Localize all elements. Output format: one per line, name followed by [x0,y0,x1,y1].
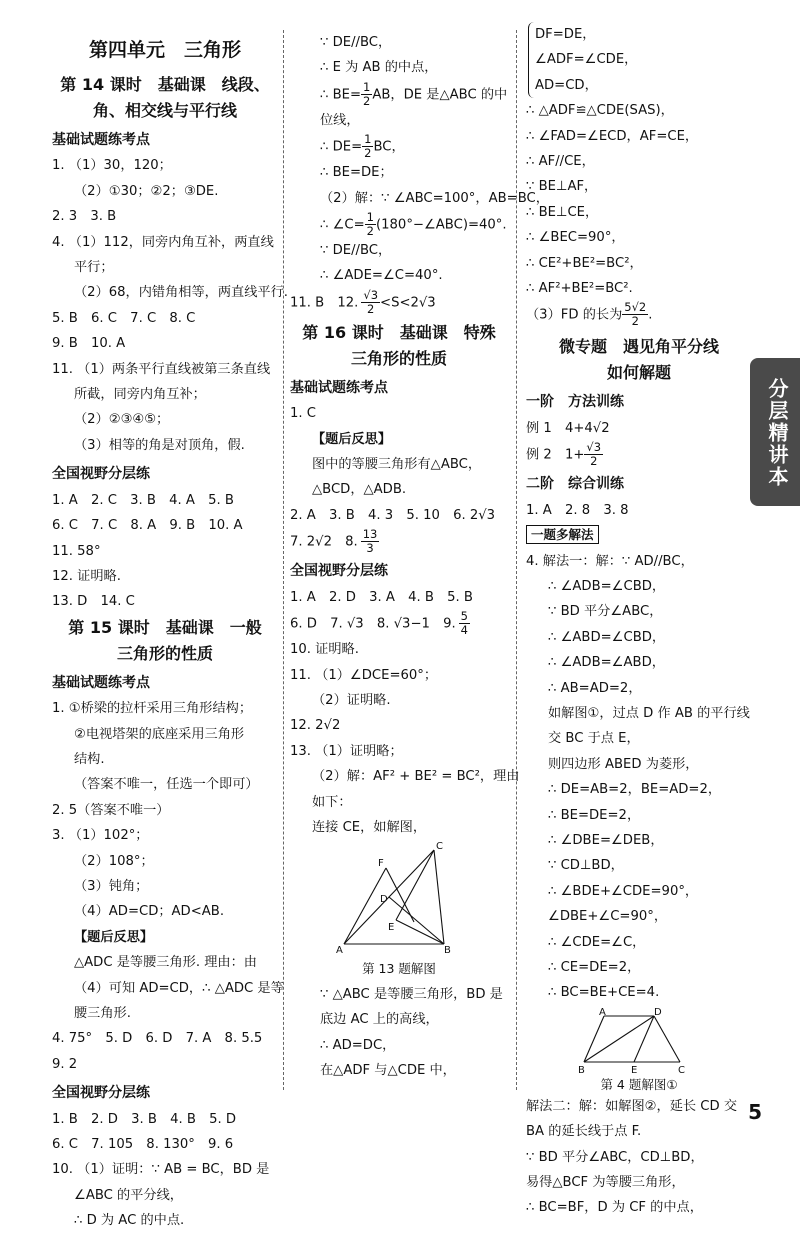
answer-line: 例 1 4+4√2 [526,420,610,436]
fraction [365,211,376,238]
lesson-15-title-cont: 三角形的性质 [116,643,213,663]
unit-title: 第四单元 三角形 [88,39,241,61]
answer-line: △BCD，△ADB. [312,482,407,498]
denominator: 2 [367,301,375,316]
micro-topic-title: 微专题 遇见角平分线 [558,337,719,357]
answer-line [290,133,508,160]
answer-line: ∴ BC=BF，D 为 CF 的中点， [526,1200,703,1216]
fig13-label-f: F [378,858,384,870]
answer-line: ∴ AF//CE， [526,154,595,170]
answer-line: 9. 2 [52,1056,78,1072]
text: . [648,307,653,323]
answer-line: （4）可知 AD=CD，∴ △ADC 是等 [74,980,284,996]
answer-line: DF=DE， [535,27,596,42]
answer-line: （2）解：∵ ∠ABC=100°，AB=BC， [320,190,549,206]
answer-line: ∴ ∠BEC=90°， [526,230,625,246]
fraction [584,441,603,468]
answer-line: ∴ ∠CDE=∠C， [548,934,646,950]
answer-line: 2. 3 3. B [52,209,117,225]
answer-line: 易得△BCF 为等腰三角形， [526,1175,685,1191]
fig4-label-c: C [678,1064,685,1074]
figure-13-caption: 第 13 题解图 [362,961,436,977]
section-heading: 基础试题练考点 [290,379,388,396]
answer-line: 【题后反思】 [312,431,392,447]
answer-line: 11. 58° [52,543,101,559]
denominator: 3 [366,541,374,556]
fig13-label-e: E [388,922,395,934]
answer-line: （2）68，内错角相等，两直线平行. [74,285,288,301]
answer-line: （2）①30；②2；③DE. [74,183,219,199]
answer-line: 4. 解法一：解：∵ AD//BC， [526,553,694,569]
numerator: 13 [362,527,378,542]
answer-line: 12. 证明略. [52,568,121,584]
text: AB，DE 是△ABC 的中 [372,87,508,103]
fig13-label-d: D [380,894,388,906]
fig4-label-e: E [631,1064,638,1074]
answer-line: ∴ AF²+BE²=BC². [526,281,633,297]
section-heading: 全国视野分层练 [52,466,150,483]
lesson-16-title: 第 16 课时 基础课 特殊 [302,322,496,342]
answer-line: （3）钝角； [74,878,149,894]
figure-13-diagram [334,842,464,954]
answer-line: 5. B 6. C 7. C 8. C [52,310,196,326]
answer-line: ∴ DE=AB=2，BE=AD=2， [548,782,722,798]
answer-column-1 [52,30,288,1234]
section-heading: 一阶 方法训练 [526,394,624,411]
answer-line: ∵ DE//BC， [320,243,392,259]
answer-line: 1. A 2. D 3. A 4. B 5. B [290,589,473,605]
text: 例 2 1+ [526,447,585,463]
text: ∴ BE= [320,87,362,103]
text: <S<2√3 [380,295,436,311]
answer-line: ∴ D 为 AC 的中点. [74,1213,185,1229]
answer-line: ∴ CE=DE=2， [548,960,641,975]
answer-line: 6. C 7. C 8. A 9. B 10. A [52,518,243,534]
answer-line: ∴ ∠FAD=∠ECD，AF=CE， [526,128,699,144]
fig4-label-a: A [599,1007,606,1018]
answer-line: ∴ ∠ADB=∠CBD， [548,578,666,594]
answer-line: AD=CD， [535,77,598,93]
micro-topic-title-cont: 如何解题 [606,363,671,383]
answer-line: 13. D 14. C [52,594,135,610]
answer-line: （2）②③④⑤； [74,412,170,428]
answer-line: 10. 证明略. [290,642,359,658]
answer-line [526,523,752,548]
answer-line [290,610,508,637]
answer-line: 在△ADF 与△CDE 中， [320,1062,456,1078]
answer-line: ∴ ∠ABD=∠CBD， [548,629,666,645]
answer-line: ∴ ∠ADB=∠ABD， [548,655,665,671]
fig4-label-b: B [578,1064,585,1074]
answer-line: ∴ CE²+BE²=BC²， [526,255,643,271]
answer-line: 2. A 3. B 4. 3 5. 10 6. 2√3 [290,507,496,523]
answer-line: ∵ DE//BC， [320,35,392,50]
answer-column-2 [290,30,549,1083]
answer-line: 4. （1）112，同旁内角互补，两直线 [52,234,274,250]
answer-line: 11. （1）两条平行直线被第三条直线 [52,361,271,377]
side-section-tab [750,358,800,506]
text: ∴ ∠C= [320,217,365,233]
answer-line: ∠DBE+∠C=90°， [548,909,668,925]
answer-line: ∴ ∠BDE+∠CDE=90°， [548,883,699,899]
answer-line: （2）解：AF² + BE² = BC²，理由 [312,769,520,785]
answer-line: ∴ AD=DC， [320,1037,396,1053]
multi-solution-tag: 一题多解法 [526,525,599,544]
answer-line: （2）108°； [74,853,154,869]
answer-line: 9. B 10. A [52,336,126,352]
fraction [362,133,373,160]
denominator: 2 [364,146,372,161]
answer-line: 【题后反思】 [74,929,154,945]
answer-line: △ADC 是等腰三角形. 理由：由 [74,955,257,971]
answer-line: 图中的等腰三角形有△ABC， [312,457,482,473]
answer-line: ∴ △ADF≌△CDE(SAS)， [526,103,674,119]
denominator: 2 [631,314,639,329]
answer-line: ∴ ∠ADE=∠C=40°. [320,268,443,284]
lesson-14-title: 第 14 课时 基础课 线段、 [60,75,270,94]
denominator: 2 [363,93,371,108]
answer-line: （4）AD=CD；AD<AB. [74,904,225,920]
side-tab-label: 分层精讲本 [765,378,789,488]
answer-line: ∠ADF=∠CDE， [535,52,638,68]
answer-line: ②电视塔架的底座采用三角形 [74,726,245,742]
section-heading: 基础试题练考点 [52,674,150,691]
answer-line: ∵ BD 平分∠ABC，CD⊥BD， [526,1149,704,1165]
numerator: 5√2 [624,300,647,315]
fraction [361,81,372,108]
answer-line: ∴ AB=AD=2， [548,680,642,696]
section-heading: 二阶 综合训练 [526,476,624,493]
answer-line: 4. 75° 5. D 6. D 7. A 8. 5.5 [52,1031,263,1047]
text: BC， [373,139,405,155]
page-number: 5 [748,1100,762,1124]
answer-line: 11. （1）∠DCE=60°； [290,667,438,683]
answer-line: 10. （1）证明：∵ AB = BC，BD 是 [52,1162,270,1178]
answer-line: 1. C [290,406,316,422]
answer-line: ∵ BE⊥AF， [526,179,598,195]
section-heading: 全国视野分层练 [290,563,388,580]
answer-line: ∴ ∠DBE=∠DEB， [548,832,664,848]
answer-line: 3. （1）102°； [52,828,149,844]
text: （3）FD 的长为 [526,307,623,323]
answer-line: 解法二：解：如解图②，延长 CD 交 [526,1098,738,1114]
fraction [622,301,648,328]
fig13-label-a: A [336,945,343,955]
denominator: 2 [590,454,598,469]
answer-line: 1. B 2. D 3. B 4. B 5. D [52,1111,237,1127]
answer-line [290,81,508,108]
answer-line: （3）相等的角是对顶角，假. [74,437,245,453]
answer-line: 1. A 2. C 3. B 4. A 5. B [52,492,234,508]
answer-line: ∴ BE=DE； [320,165,393,181]
numerator: 5 [460,609,468,624]
numerator: 1 [366,210,374,225]
answer-line: 交 BC 于点 E， [548,731,640,747]
equation-system [528,22,637,98]
answer-line: 底边 AC 上的高线， [320,1012,439,1028]
answer-line: 12. 2√2 [290,718,341,734]
column-divider-left [283,30,284,1090]
answer-line: 结构. [74,751,105,767]
answer-line: 1. A 2. 8 3. 8 [526,502,629,518]
answer-line: 如解图①，过点 D 作 AB 的平行线 [548,705,750,721]
text: 11. B 12. [290,295,359,311]
text: 6. D 7. √3 8. √3−1 9. [290,616,456,632]
answer-line: ∴ BE=DE=2， [548,807,641,823]
lesson-14-title-cont: 角、相交线与平行线 [92,101,237,120]
section-heading: 基础试题练考点 [52,132,150,148]
answer-line: 腰三角形. [74,1006,131,1021]
answer-line [526,301,752,328]
denominator: 4 [460,623,468,638]
text: (180°−∠ABC)=40°. [376,217,507,233]
fig4-label-d: D [654,1007,662,1018]
answer-column-3 [526,27,752,1221]
text: ∴ DE= [320,139,363,155]
answer-line: 如下： [312,794,352,810]
answer-line: 则四边形 ABED 为菱形， [548,756,699,772]
answer-line: 平行； [74,260,114,276]
answer-line: ∠ABC 的平分线， [74,1187,183,1203]
answer-line: 2. 5（答案不唯一） [52,802,170,818]
answer-line: BA 的延长线于点 F. [526,1124,642,1140]
fraction [361,528,380,555]
answer-line: 6. C 7. 105 8. 130° 9. 6 [52,1137,234,1153]
answer-line [290,289,508,316]
answer-line: ∵ CD⊥BD， [548,858,624,874]
answer-line: ∴ BC=BE+CE=4. [548,985,660,1001]
numerator: 1 [364,132,372,147]
numerator: √3 [586,440,602,455]
answer-line: 1. ①桥梁的拉杆采用三角形结构； [52,701,253,717]
answer-line: 位线， [320,112,360,128]
lesson-15-title: 第 15 课时 基础课 一般 [68,617,262,637]
fraction [459,610,470,637]
answer-line [290,528,508,555]
answer-line: 13. （1）证明略； [290,743,403,759]
numerator: √3 [363,287,379,302]
answer-line: 所截，同旁内角互补； [74,387,206,403]
fig13-label-b: B [444,945,451,955]
lesson-16-title-cont: 三角形的性质 [350,348,447,368]
figure-4-diagram [574,1008,704,1074]
fraction [361,289,380,316]
section-heading: 全国视野分层练 [52,1085,150,1102]
answer-line: 1. （1）30，120； [52,158,172,174]
answer-line: 连接 CE，如解图， [312,819,427,835]
answer-line: ∴ BE⊥CE， [526,204,599,220]
answer-line [290,211,508,238]
fig13-label-c: C [436,842,443,853]
denominator: 2 [366,224,374,239]
answer-line: （答案不唯一，任选一个即可） [74,777,259,793]
text: 7. 2√2 8. [290,534,358,550]
answer-line [526,441,752,468]
numerator: 1 [363,79,371,94]
answer-line: ∵ △ABC 是等腰三角形，BD 是 [320,986,503,1002]
answer-line: ∴ E 为 AB 的中点， [320,60,438,76]
figure-4-caption: 第 4 题解图① [600,1076,678,1092]
answer-line: （2）证明略. [312,692,391,708]
answer-line: ∵ BD 平分∠ABC， [548,604,663,620]
